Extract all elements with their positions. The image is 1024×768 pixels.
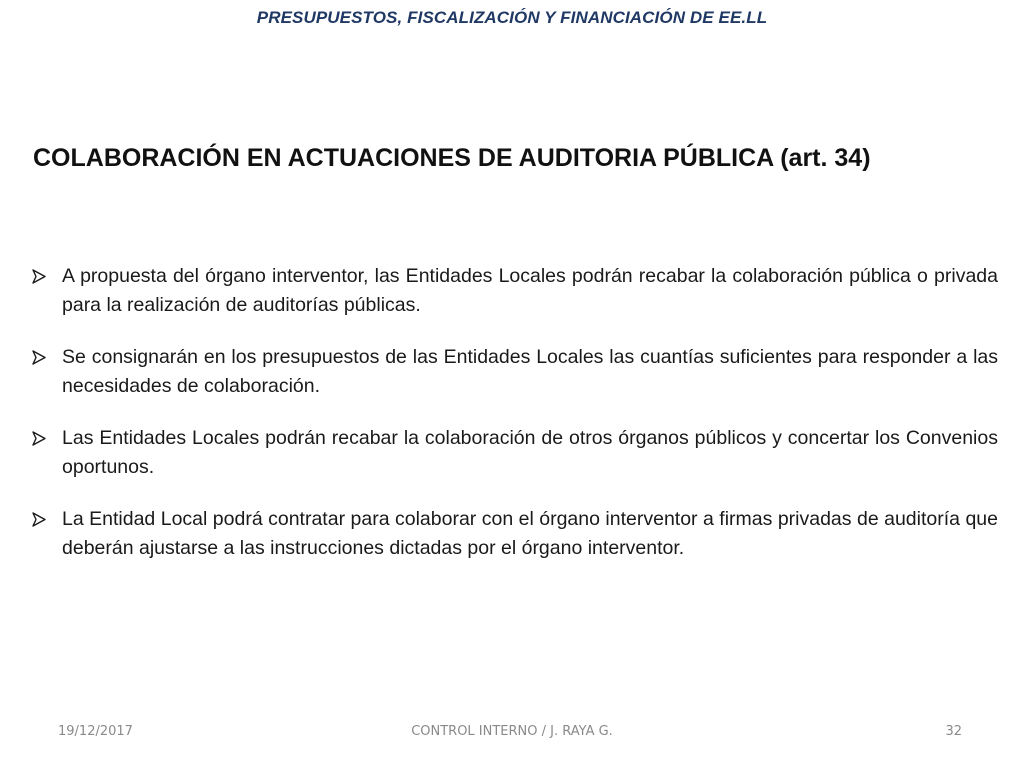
- bullet-text: La Entidad Local podrá contratar para colaborar con el órgano interventor a firmas privadas de auditoría que deberán ajustarse a las instrucciones dictadas por el órgano interventor.: [62, 508, 998, 559]
- bullet-item: [32, 505, 998, 563]
- bullet-text: A propuesta del órgano interventor, las Entidades Locales podrán recabar la colaboración pública o privada para la realización de auditorías públicas.: [62, 265, 998, 316]
- bullet-list: [32, 262, 998, 586]
- bullet-item: [32, 424, 998, 482]
- footer-author: CONTROL INTERNO / J. RAYA G.: [411, 724, 613, 739]
- arrow-bullet-icon: [32, 269, 46, 284]
- header-title: PRESUPUESTOS, FISCALIZACIÓN Y FINANCIACIÓN DE EE.LL: [256, 8, 768, 27]
- slide-title: COLABORACIÓN EN ACTUACIONES DE AUDITORIA PÚBLICA (art. 34): [33, 144, 871, 172]
- bullet-text: Las Entidades Locales podrán recabar la colaboración de otros órganos públicos y concertar los Convenios oportunos.: [62, 427, 998, 478]
- bullet-item: [32, 262, 998, 320]
- arrow-bullet-icon: [32, 512, 46, 527]
- bullet-item: [32, 343, 998, 401]
- arrow-bullet-icon: [32, 431, 46, 446]
- bullet-text: Se consignarán en los presupuestos de las Entidades Locales las cuantías suficientes para responder a las necesidades de colaboración.: [62, 346, 998, 397]
- footer-date: 19/12/2017: [58, 724, 133, 739]
- page-number: 32: [945, 724, 962, 739]
- arrow-bullet-icon: [32, 350, 46, 365]
